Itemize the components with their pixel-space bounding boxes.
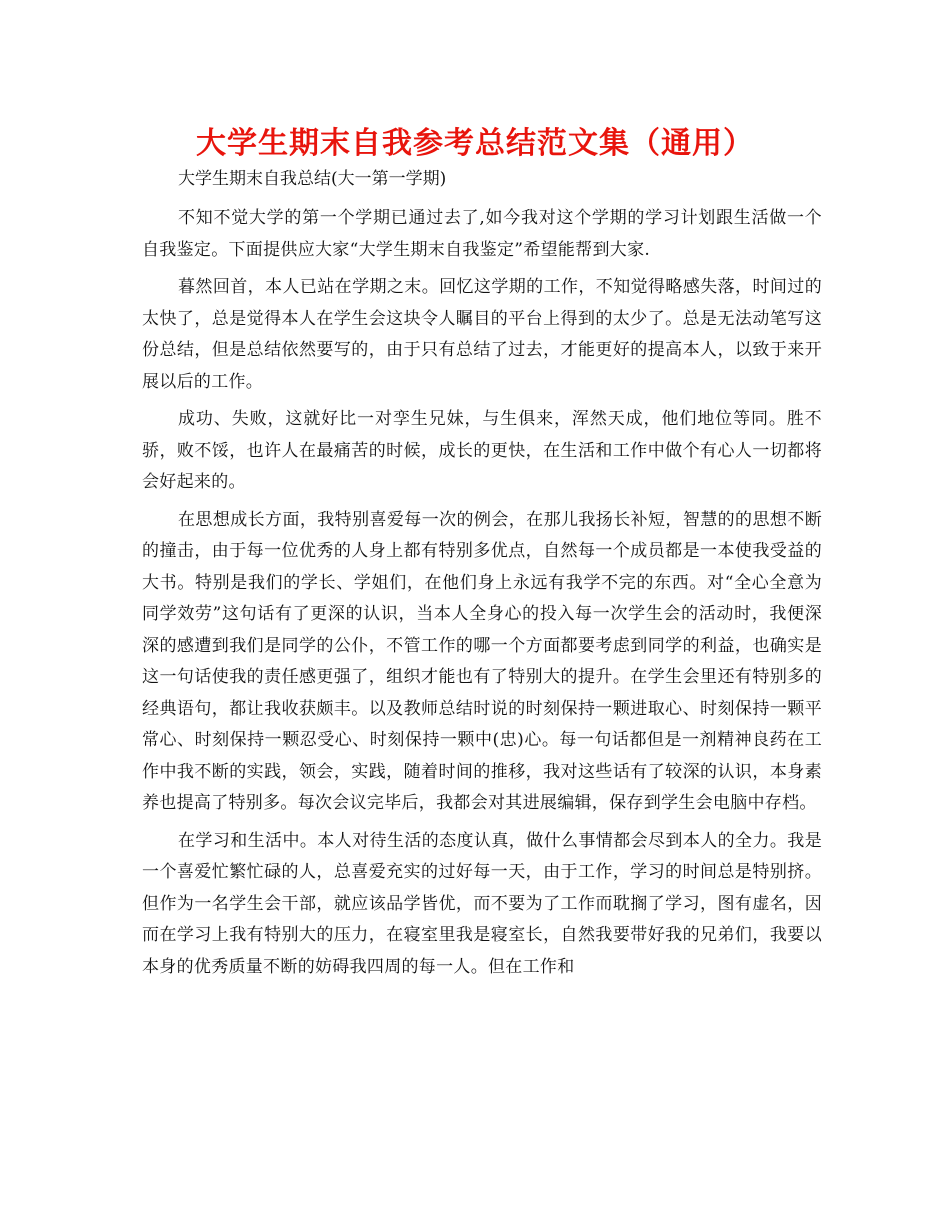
paragraph: 暮然回首，本人已站在学期之末。回忆这学期的工作，不知觉得略感失落，时间过的太快了，总是觉得本人在学生会这块令人瞩目的平台上得到的太少了。总是无法动笔写这份总结，但是总结依然要写的，由于只有总结了过去，才能更好的提高本人，以致于来开展以后的工作。	[142, 277, 822, 392]
paragraph: 在学习和生活中。本人对待生活的态度认真，做什么事情都会尽到本人的全力。我是一个喜爱忙繁忙碌的人，总喜爱充实的过好每一天，由于工作，学习的时间总是特别挤。但作为一名学生会干部，就应该品学皆优，而不要为了工作而耽搁了学习，图有虚名，因而在学习上我有特别大的压力，在寝室里我是寝室长，自然我要带好我的兄弟们，我要以本身的优秀质量不断的妨碍我四周的每一人。但在工作和	[142, 830, 822, 977]
paragraph: 在思想成长方面，我特别喜爱每一次的例会，在那儿我扬长补短，智慧的的思想不断的撞击，由于每一位优秀的人身上都有特别多优点，自然每一个成员都是一本使我受益的大书。特别是我们的学长、学姐们，在他们身上永远有我学不完的东西。对“全心全意为同学效劳”这句话有了更深的认识，当本人全身心的投入每一次学生会的活动时，我便深深的感遭到我们是同学的公仆，不管工作的哪一个方面都要考虑到同学的利益，也确实是这一句话使我的责任感更强了，组织才能也有了特别大的提升。在学生会里还有特别多的经典语句，都让我收获颇丰。以及教师总结时说的时刻保持一颗进取心、时刻保持一颗平常心、时刻保持一颗忍受心、时刻保持一颗中(忠)心。每一句话都但是一剂精神良药在工作中我不断的实践，领会，实践，随着时间的推移，我对这些话有了较深的认识，本身素养也提高了特别多。每次会议完毕后，我都会对其进展编辑，保存到学生会电脑中存档。	[142, 509, 822, 813]
paragraph: 成功、失败，这就好比一对孪生兄妹，与生俱来，浑然天成，他们地位等同。胜不骄，败不馁，也许人在最痛苦的时候，成长的更快，在生活和工作中做个有心人一切都将会好起来的。	[142, 409, 822, 492]
paragraph: 不知不觉大学的第一个学期已通过去了,如今我对这个学期的学习计划跟生活做一个自我鉴定。下面提供应大家“大学生期末自我鉴定”希望能帮到大家.	[142, 208, 822, 260]
document-body	[142, 203, 822, 989]
document-subtitle: 大学生期末自我总结(大一第一学期)	[178, 169, 447, 189]
document-title: 大学生期末自我参考总结范文集（通用）	[196, 126, 754, 161]
